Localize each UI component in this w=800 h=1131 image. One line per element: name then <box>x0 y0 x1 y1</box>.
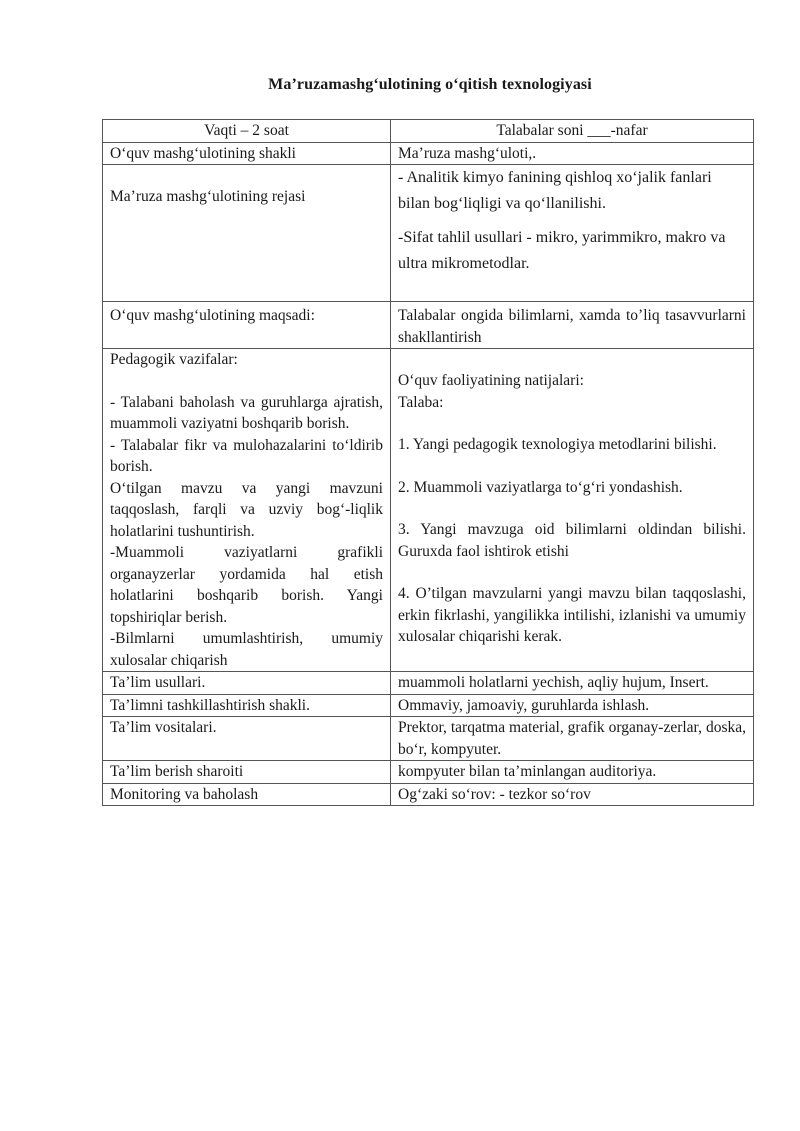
conditions-value: kompyuter bilan ta’minlangan auditoriya. <box>391 761 754 784</box>
plan-label: Ma’ruza mashg‘ulotining rejasi <box>103 165 391 302</box>
task-item: -Bilmlarni umumlashtirish, umumiy xulosalar chiqarish <box>110 630 383 669</box>
conditions-label: Ta’lim berish sharoiti <box>103 761 391 784</box>
organization-value: Ommaviy, jamoaviy, guruhlarda ishlash. <box>391 694 754 717</box>
result-item: 2. Muammoli vaziyatlarga to‘g‘ri yondashish. <box>398 478 683 496</box>
task-item: -Muammoli vaziyatlarni grafikli organayzerlar yordamida hal etish holatlarini boshqarib borish. Yangi topshiriqlar berish. <box>110 544 383 626</box>
task-item: O‘tilgan mavzu va yangi mavzuni taqqoslash, farqli va uzviy bog‘-liqlik holatlarini tushuntirish. <box>110 479 383 540</box>
time-cell: Vaqti – 2 soat <box>103 120 391 143</box>
plan-item: -Sifat tahlil usullari - mikro, yarimmikro, makro va ultra mikrometodlar. <box>398 229 726 272</box>
table-row <box>103 783 754 806</box>
tools-value: Prektor, tarqatma material, grafik organay-zerlar, doska, bo‘r, kompyuter. <box>391 717 754 761</box>
table-row <box>103 302 754 349</box>
table-row <box>103 349 754 672</box>
table-row <box>103 142 754 165</box>
table-row <box>103 694 754 717</box>
tools-label: Ta’lim vositalari. <box>103 717 391 761</box>
lesson-plan-table <box>102 119 754 806</box>
task-item: - Talabalar fikr va mulohazalarini to‘ldirib borish. <box>110 436 383 475</box>
table-row <box>103 165 754 302</box>
table-row <box>103 761 754 784</box>
form-label: O‘quv mashg‘ulotining shakli <box>103 142 391 165</box>
form-value: Ma’ruza mashg‘uloti,. <box>391 142 754 165</box>
table-row <box>103 717 754 761</box>
methods-value: muammoli holatlarni yechish, aqliy hujum, Insert. <box>391 672 754 695</box>
methods-label: Ta’lim usullari. <box>103 672 391 695</box>
students-cell: Talabalar soni ___-nafar <box>391 120 754 143</box>
goal-label: O‘quv mashg‘ulotining maqsadi: <box>103 302 391 349</box>
monitoring-value: Og‘zaki so‘rov: - tezkor so‘rov <box>391 783 754 806</box>
organization-label: Ta’limni tashkillashtirish shakli. <box>103 694 391 717</box>
results-subheading: Talaba: <box>398 393 444 411</box>
result-item: 1. Yangi pedagogik texnologiya metodlarini bilishi. <box>398 436 717 453</box>
table-row <box>103 672 754 695</box>
result-item: 4. O’tilgan mavzularni yangi mavzu bilan taqqoslashi, erkin fikrlashi, yangilikka intilishi, izlanishi va umumiy xulosalar chiqarishi kerak. <box>398 585 746 645</box>
pedagogical-tasks <box>103 349 391 672</box>
monitoring-label: Monitoring va baholash <box>103 783 391 806</box>
table-header-row <box>103 120 754 143</box>
goal-value: Talabalar ongida bilimlarni, xamda to’liq tasavvurlarni shakllantirish <box>391 302 754 349</box>
learning-results <box>391 349 754 672</box>
plan-value <box>391 165 754 302</box>
results-heading: O‘quv faoliyatining natijalari: <box>398 372 584 389</box>
task-item: - Talabani baholash va guruhlarga ajratish, muammoli vaziyatni boshqarib borish. <box>110 393 383 432</box>
plan-item: - Analitik kimyo fanining qishloq xo‘jalik fanlari bilan bog‘liqligi va qo‘llanilishi. <box>398 169 712 212</box>
result-item: 3. Yangi mavzuga oid bilimlarni oldindan bilishi. Guruxda faol ishtirok etishi <box>398 521 746 560</box>
page-title: Ma’ruzamashg‘ulotining o‘qitish texnologiyasi <box>268 76 592 93</box>
tasks-heading: Pedagogik vazifalar: <box>110 351 238 368</box>
